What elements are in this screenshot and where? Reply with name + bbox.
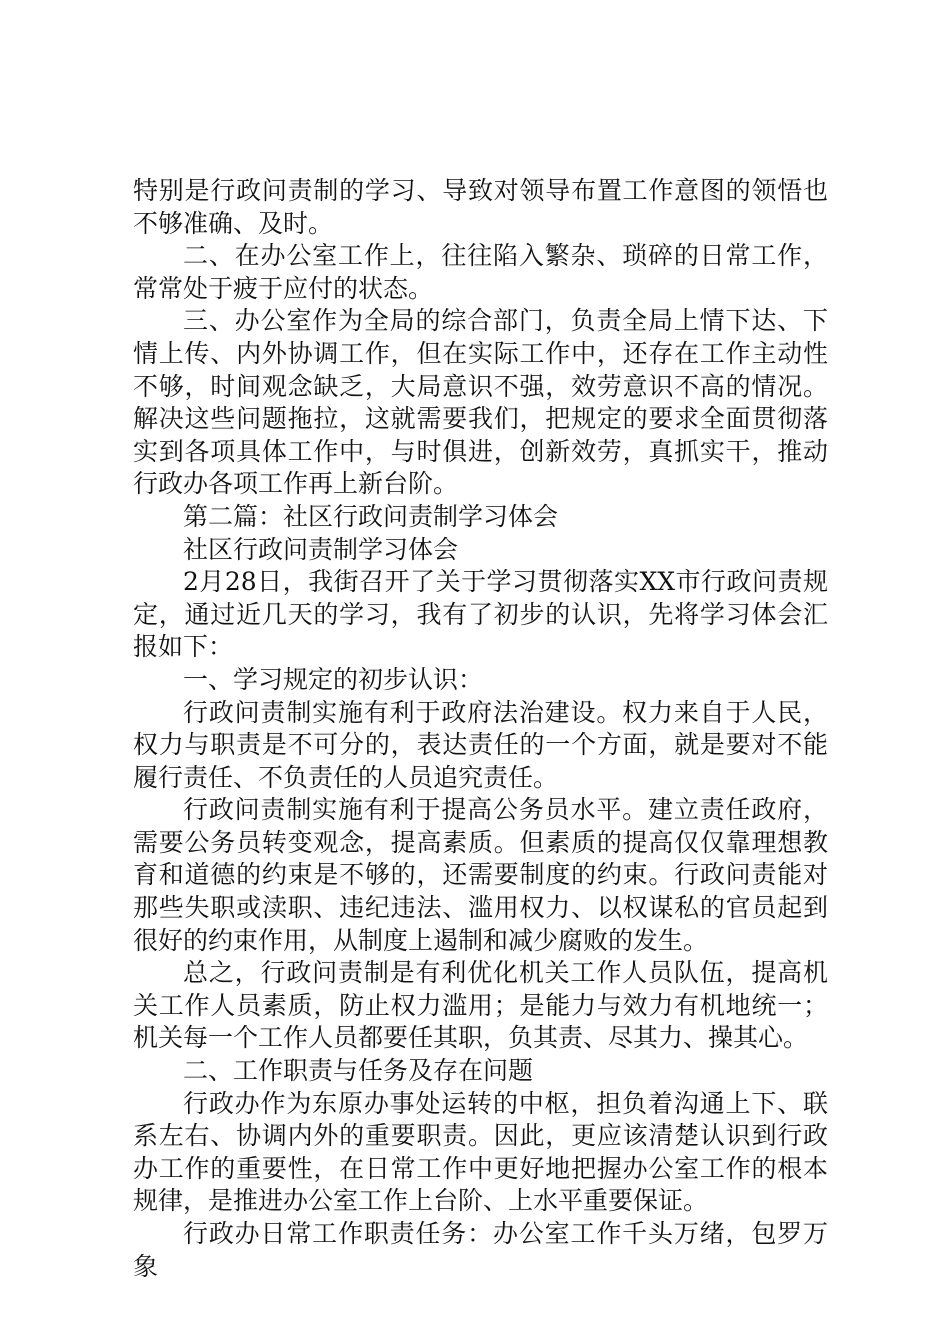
paragraph-civil-servant-level: 行政问责制实施有利于提高公务员水平。建立责任政府，需要公务员转变观念，提高素质。但素质的提高仅仅靠理想教育和道德的约束是不够的，还需要制度的约束。行政问责能对那些失职或渎职、违纪违法、滥用权力、以权谋私的官员起到很好的约束作用，从制度上遏制和减少腐败的发生。 bbox=[133, 795, 828, 955]
document-body bbox=[133, 175, 828, 1283]
paragraph-intro: 2月28日，我街召开了关于学习贯彻落实XX市行政问责规定，通过近几天的学习，我有了初步的认识，先将学习体会汇报如下： bbox=[133, 567, 828, 662]
paragraph-admin-office-role: 行政办作为东原办事处运转的中枢，担负着沟通上下、联系左右、协调内外的重要职责。因此，更应该清楚认识到行政办工作的重要性，在日常工作中更好地把握办公室工作的根本规律，是推进办公室工作上台阶、上水平重要保证。 bbox=[133, 1088, 828, 1216]
paragraph-continuation: 特别是行政问责制的学习、导致对领导布置工作意图的领悟也不够准确、及时。 bbox=[133, 176, 828, 238]
article-title: 社区行政问责制学习体会 bbox=[183, 534, 459, 564]
paragraph-point-two: 二、在办公室工作上，往往陷入繁杂、琐碎的日常工作，常常处于疲于应付的状态。 bbox=[133, 241, 828, 303]
paragraph-daily-duties: 行政办日常工作职责任务：办公室工作千头万绪，包罗万象 bbox=[133, 1219, 828, 1281]
subheading-initial-understanding: 一、学习规定的初步认识： bbox=[183, 664, 484, 694]
paragraph-rule-of-law: 行政问责制实施有利于政府法治建设。权力来自于人民，权力与职责是不可分的，表达责任的一个方面，就是要对不能履行责任、不负责任的人员追究责任。 bbox=[133, 697, 828, 792]
section-heading-part-two: 第二篇：社区行政问责制学习体会 bbox=[183, 501, 559, 531]
subheading-duties-and-tasks: 二、工作职责与任务及存在问题 bbox=[183, 1056, 534, 1086]
paragraph-point-three: 三、办公室作为全局的综合部门，负责全局上情下达、下情上传、内外协调工作，但在实际工作中，还存在工作主动性不够，时间观念缺乏，大局意识不强，效劳意识不高的情况。解决这些问题拖拉，这就需要我们，把规定的要求全面贯彻落实到各项具体工作中，与时俱进，创新效劳，真抓实干，推动行政办各项工作再上新台阶。 bbox=[133, 306, 828, 499]
paragraph-summary: 总之，行政问责制是有利优化机关工作人员队伍，提高机关工作人员素质，防止权力滥用；是能力与效力有机地统一；机关每一个工作人员都要任其职，负其责、尽其力、操其心。 bbox=[133, 958, 828, 1053]
